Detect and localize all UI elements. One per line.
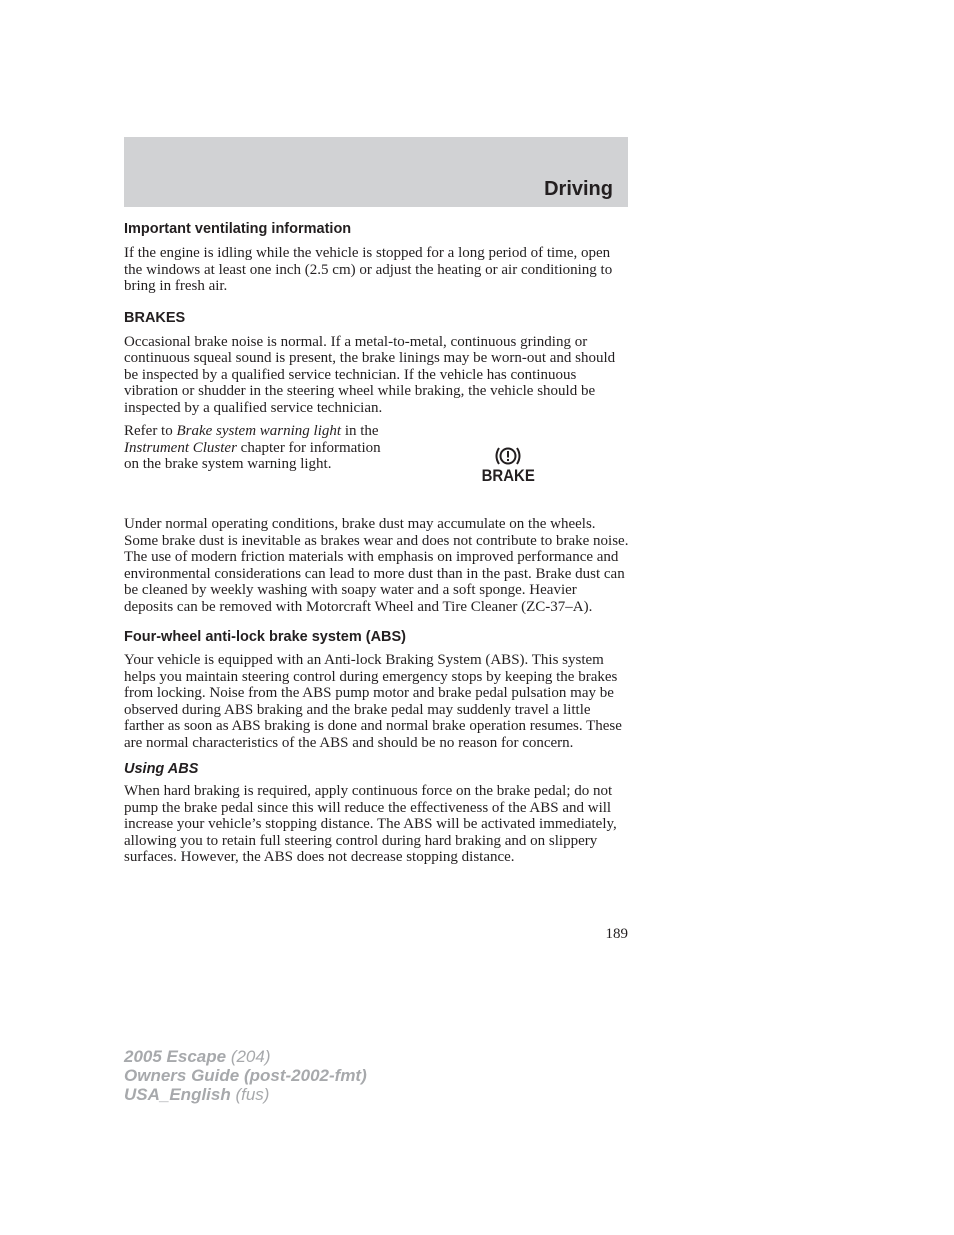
footer-guide: Owners Guide (post-2002-fmt) — [124, 1066, 367, 1085]
refer-prefix: Refer to — [124, 423, 177, 439]
brake-warning-light-ref: Brake system warning light — [176, 423, 342, 439]
footer-language-code: (fus) — [230, 1085, 270, 1104]
abs-heading: Four-wheel anti-lock brake system (ABS) — [124, 629, 407, 645]
brake-warning-icon — [480, 445, 536, 489]
document-footer — [124, 1047, 367, 1104]
using-abs-heading: Using ABS — [124, 761, 199, 777]
brake-warning-symbol-icon — [493, 445, 523, 467]
footer-model: 2005 Escape — [124, 1047, 227, 1066]
footer-line-language — [124, 1085, 367, 1104]
refer-mid: in the — [341, 423, 379, 439]
ventilating-paragraph: If the engine is idling while the vehicle is stopped for a long period of time, open the windows at least one inch (2.5 cm) or adjust the heating or air conditioning to bring in fresh air. — [124, 245, 613, 294]
footer-line-guide — [124, 1066, 367, 1085]
footer-line-model — [124, 1047, 367, 1066]
using-abs-paragraph: When hard braking is required, apply continuous force on the brake pedal; do not pump the brake pedal since this will reduce the effectiveness of the ABS and will increase your vehicle’s stopping distance. The ABS will be activated immediately, allowing you to retain full steering control during hard braking and on slippery surfaces. However, the ABS does not decrease stopping distance. — [124, 783, 617, 865]
refer-suffix: chapter for information on the brake system warning light. — [124, 439, 381, 472]
page-number: 189 — [605, 926, 628, 942]
brakes-paragraph: Occasional brake noise is normal. If a metal-to-metal, continuous grinding or continuous squeal sound is present, the brake linings may be worn-out and should be inspected by a qualified service technician. If the vehicle has continuous vibration or shudder in the steering wheel while braking, the vehicle should be inspected by a qualified service technician. — [124, 333, 616, 416]
abs-paragraph: Your vehicle is equipped with an Anti-lock Braking System (ABS). This system helps you maintain steering control during emergency stops by keeping the brakes from locking. Noise from the ABS pump motor and brake pedal pulsation may be observed during ABS braking and the brake pedal may suddenly travel a little farther as soon as ABS braking is done and normal brake operation resumes. These are normal characteristics of the ABS and should be no reason for concern. — [124, 652, 622, 751]
brake-reference-paragraph — [124, 423, 384, 473]
footer-model-code: (204) — [226, 1047, 271, 1066]
section-title: Driving — [544, 178, 613, 200]
brakes-heading: BRAKES — [124, 309, 186, 326]
brake-dust-paragraph: Under normal operating conditions, brake dust may accumulate on the wheels. Some brake dust is inevitable as brakes wear and does not contribute to brake noise. The use of modern friction materials with emphasis on improved performance and environmental considerations can lead to more dust than in the past. Brake dust can be cleaned by weekly washing with soapy water and a soft sponge. Heavier deposits can be removed with Motorcraft Wheel and Tire Cleaner (ZC-37–A). — [124, 516, 629, 615]
section-header-band — [124, 137, 628, 207]
brake-icon-label: BRAKE — [481, 466, 535, 485]
footer-language: USA_English — [124, 1085, 231, 1104]
ventilating-heading: Important ventilating information — [124, 221, 352, 237]
page-content — [124, 220, 629, 866]
brake-reference-row — [124, 423, 629, 509]
instrument-cluster-ref: Instrument Cluster — [124, 439, 237, 456]
